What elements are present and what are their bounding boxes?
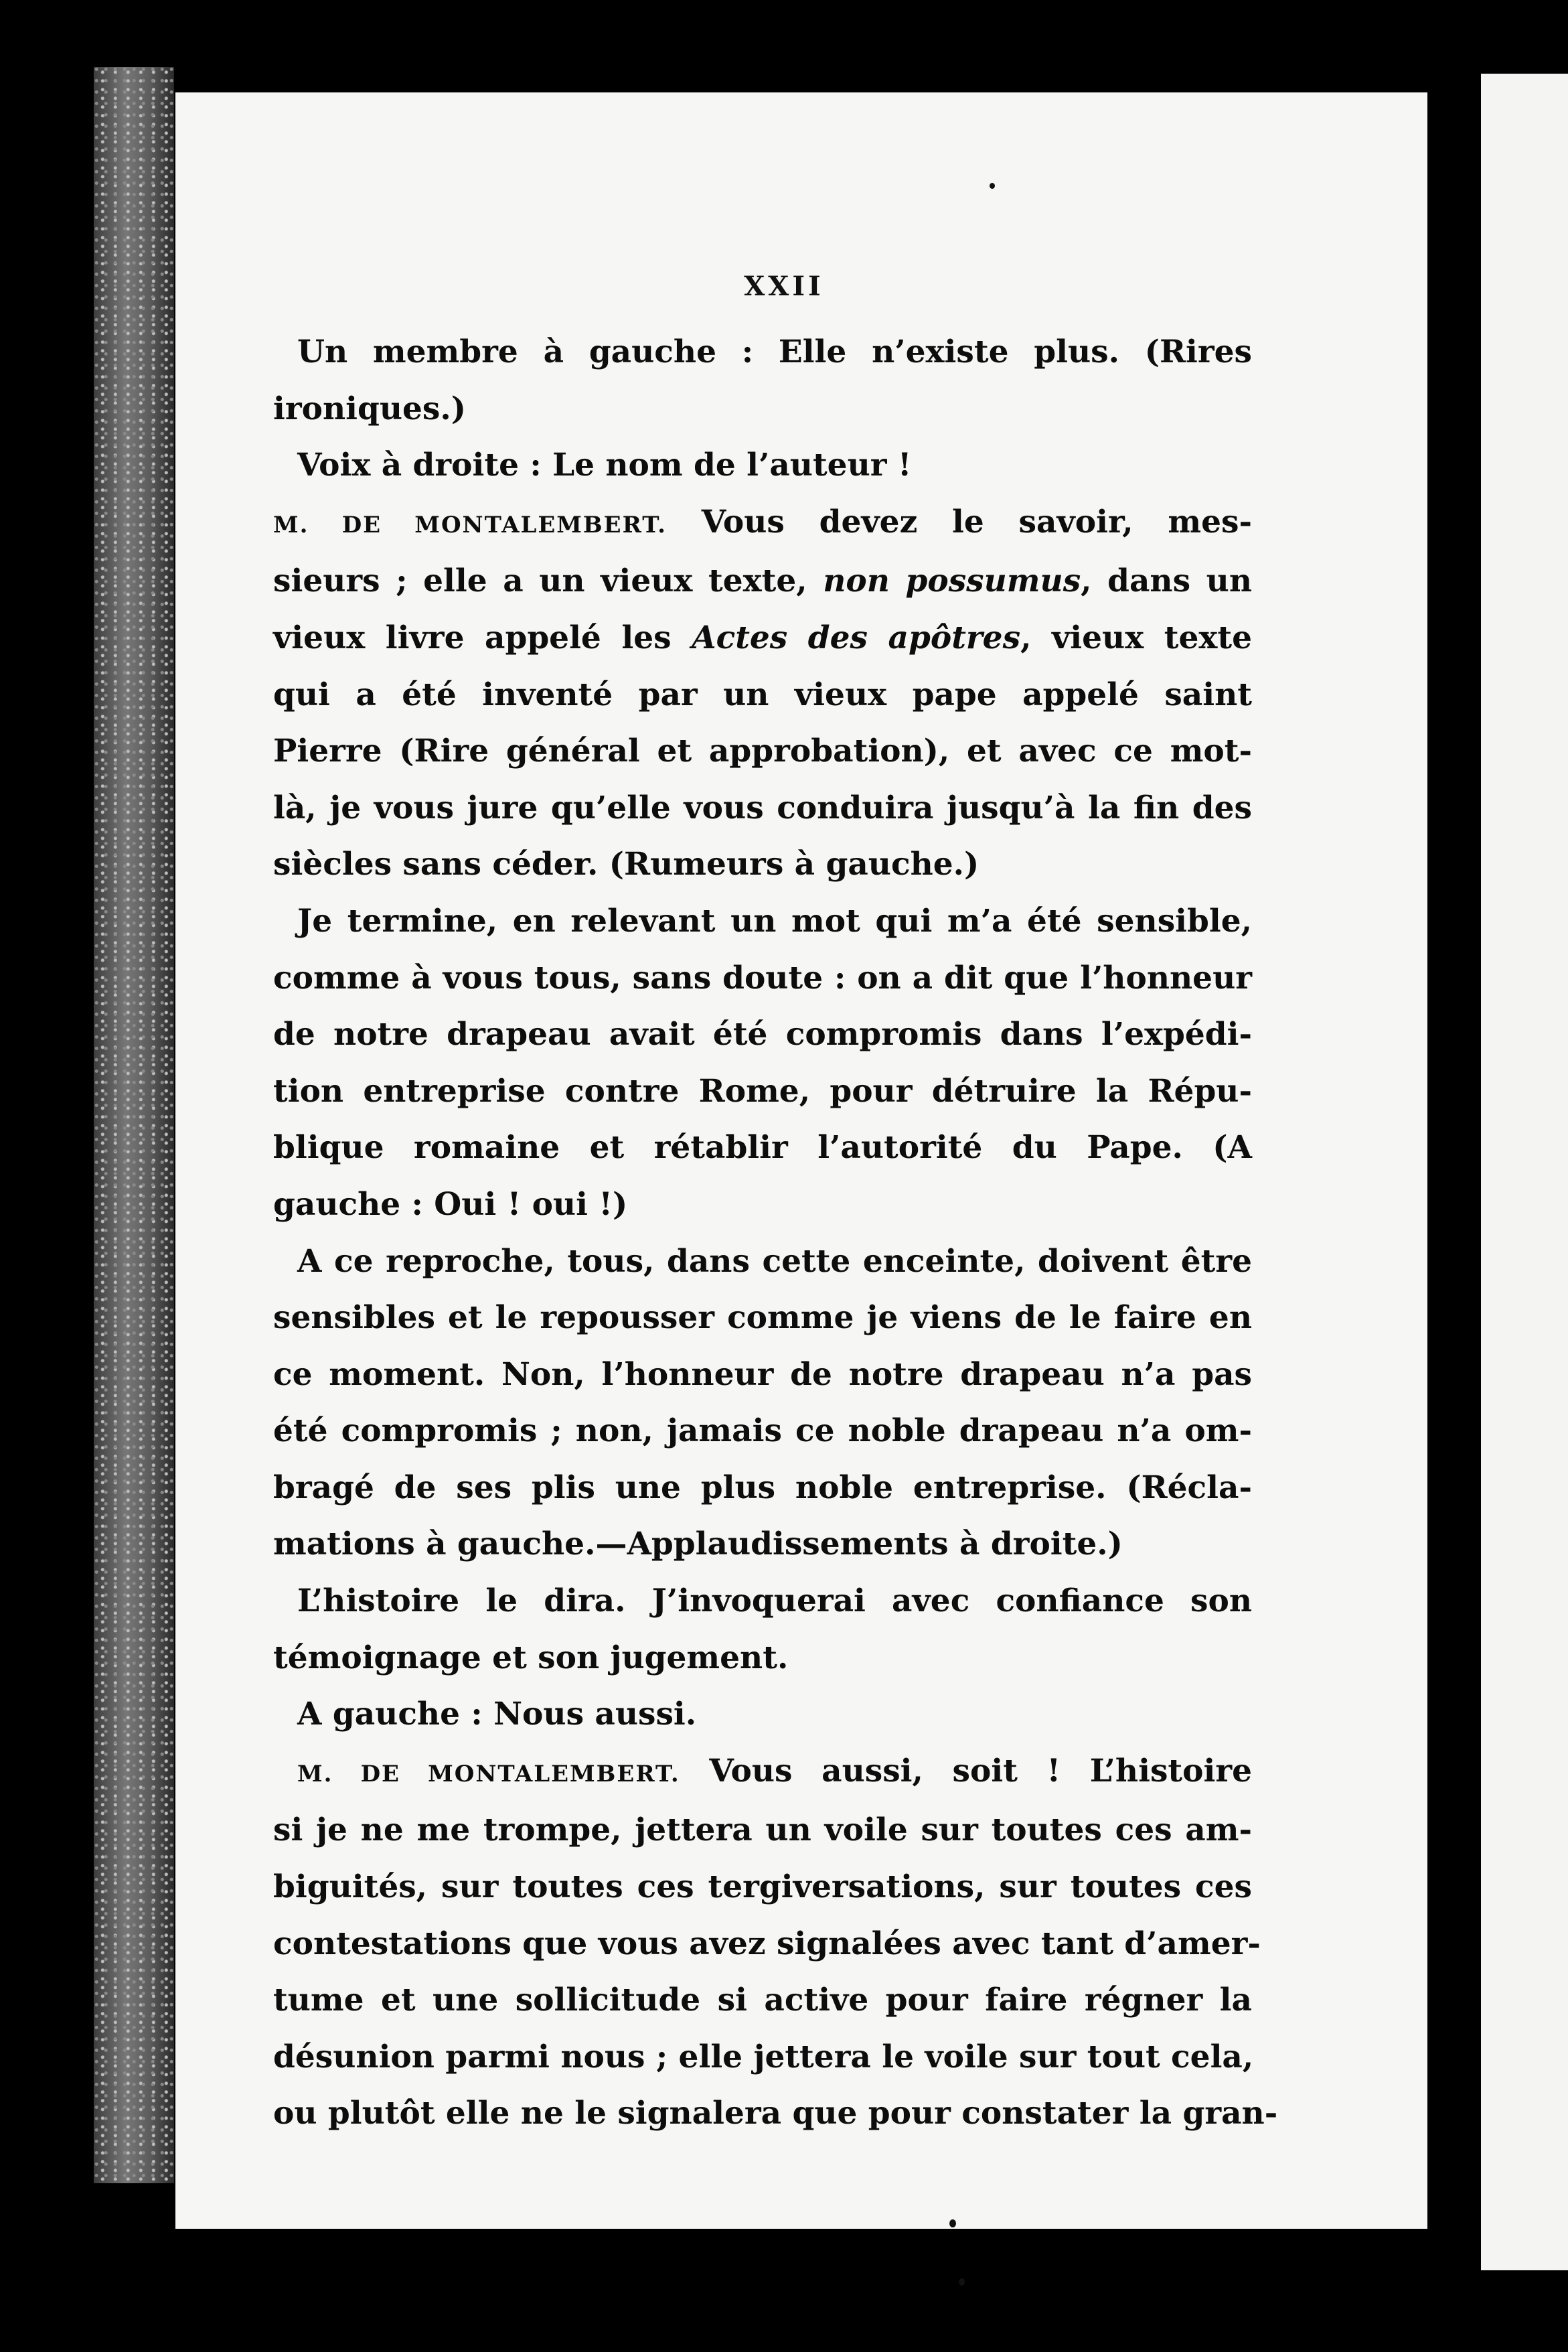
text-line: ce moment. Non, l’honneur de notre drapeau n’a pas bbox=[273, 1355, 1252, 1393]
text-line: Voix à droite : Le nom de l’auteur ! bbox=[297, 447, 912, 484]
text-line: biguités, sur toutes ces tergiversations, sur toutes ces bbox=[273, 1868, 1252, 1906]
ink-speck bbox=[949, 2219, 956, 2227]
speaker-name: M. DE MONTALEMBERT. bbox=[273, 511, 667, 538]
speaker-name: M. DE MONTALEMBERT. bbox=[297, 1760, 680, 1787]
text-line: M. DE MONTALEMBERT. Vous devez le savoir, mes- bbox=[273, 503, 1252, 540]
text-line: sieurs ; elle a un vieux texte, non possumus, dans un bbox=[273, 563, 1252, 600]
text-line: A ce reproche, tous, dans cette enceinte, doivent être bbox=[297, 1242, 1252, 1280]
text-line: mations à gauche.—Applaudissements à droite.) bbox=[273, 1526, 1123, 1563]
text-line: qui a été inventé par un vieux pape appelé saint bbox=[273, 676, 1252, 713]
ink-speck bbox=[959, 2278, 965, 2286]
text-line: bragé de ses plis une plus noble entreprise. (Récla- bbox=[273, 1469, 1252, 1506]
page-number: XXII bbox=[744, 271, 824, 302]
text-line: Pierre (Rire général et approbation), et avec ce mot- bbox=[273, 733, 1252, 770]
facing-page-edge bbox=[1481, 74, 1568, 2270]
text-line: ou plutôt elle ne le signalera que pour constater la gran- bbox=[273, 2095, 1278, 2132]
text-line: M. DE MONTALEMBERT. Vous aussi, soit ! L’histoire bbox=[297, 1752, 1252, 1789]
text-line: siècles sans céder. (Rumeurs à gauche.) bbox=[273, 846, 979, 883]
body-text bbox=[273, 324, 1278, 2142]
text-line: si je ne me trompe, jettera un voile sur toutes ces am- bbox=[273, 1812, 1252, 1849]
text-line: de notre drapeau avait été compromis dans l’expédi- bbox=[273, 1016, 1252, 1053]
text-line: été compromis ; non, jamais ce noble drapeau n’a om- bbox=[273, 1412, 1252, 1450]
book-title: Actes des apôtres bbox=[692, 619, 1021, 656]
text-line: sensibles et le repousser comme je viens de le faire en bbox=[273, 1299, 1252, 1337]
text-line: tion entreprise contre Rome, pour détruire la Répu- bbox=[273, 1072, 1252, 1110]
text-line: contestations que vous avez signalées avec tant d’amer- bbox=[273, 1925, 1261, 1962]
text-line: désunion parmi nous ; elle jettera le voile sur tout cela, bbox=[273, 2038, 1254, 2075]
text-line: témoignage et son jugement. bbox=[273, 1639, 789, 1676]
text-line: Un membre à gauche : Elle n’existe plus. (Rires bbox=[297, 334, 1252, 370]
text-line: L’histoire le dira. J’invoquerai avec confiance son bbox=[297, 1583, 1252, 1620]
text-line: ironiques.) bbox=[273, 390, 466, 427]
text-line: vieux livre appelé les Actes des apôtres, vieux texte bbox=[273, 619, 1252, 656]
text-line: gauche : Oui ! oui !) bbox=[273, 1185, 628, 1223]
ink-speck bbox=[990, 183, 995, 189]
text-line: Je termine, en relevant un mot qui m’a été sensible, bbox=[297, 902, 1252, 940]
text-line: comme à vous tous, sans doute : on a dit que l’honneur bbox=[273, 959, 1252, 997]
text-line: A gauche : Nous aussi. bbox=[297, 1696, 697, 1733]
book-edge bbox=[94, 67, 174, 2183]
latin-phrase: non possumus bbox=[823, 563, 1081, 600]
text-line: là, je vous jure qu’elle vous conduira jusqu’à la fin des bbox=[273, 789, 1252, 826]
text-line: blique romaine et rétablir l’autorité du Pape. (A bbox=[273, 1129, 1252, 1167]
text-line: tume et une sollicitude si active pour faire régner la bbox=[273, 1982, 1252, 2019]
